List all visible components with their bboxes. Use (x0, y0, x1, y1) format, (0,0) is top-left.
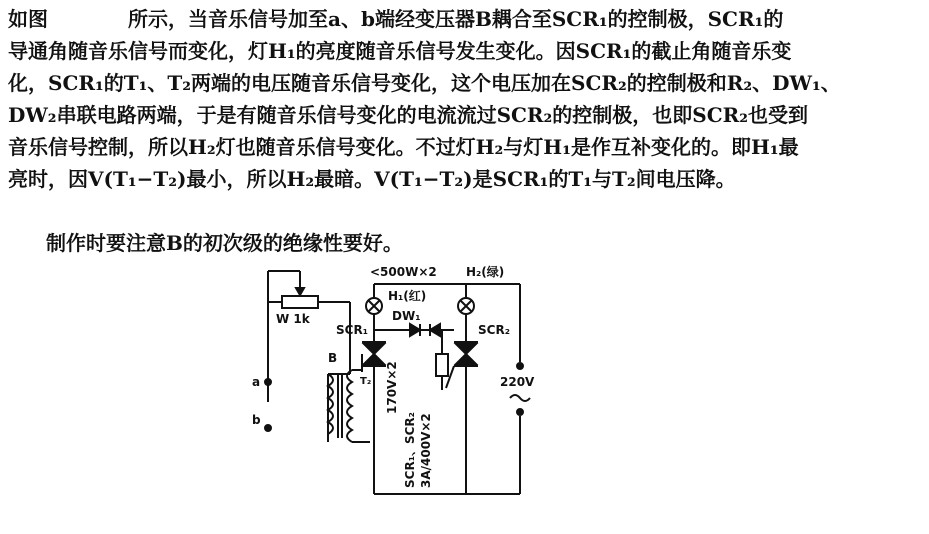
text-line-5: 音乐信号控制，所以H₂灯也随音乐信号变化。不过灯H₂与灯H₁是作互补变化的。即H₁最 (8, 135, 799, 159)
scr-spec-label-2: 3A/400V×2 (419, 413, 433, 488)
text-line-1: 如图 所示，当音乐信号加至a、b端经变压器B耦合至SCR₁的控制极，SCR₁的 (8, 7, 784, 31)
mains-label: 220V (500, 375, 535, 389)
text-line-4: DW₂串联电路两端，于是有随音乐信号变化的电流流过SCR₂的控制极，也即SCR₂也受到 (8, 103, 809, 127)
circuit-diagram (210, 262, 550, 532)
scr2-label: SCR₂ (478, 323, 510, 337)
scr-spec-label-1: SCR₁、SCR₂ (403, 412, 417, 488)
transformer-label: B (328, 351, 338, 365)
lamp-rating-label: <500W×2 (370, 265, 437, 279)
zener-spec-label: 170V×2 (385, 361, 399, 414)
w1-label: W 1k (276, 312, 310, 326)
mains-terminal-bottom (517, 409, 523, 415)
mains-terminal-top (517, 363, 523, 369)
wiper-arrow-icon (296, 288, 304, 295)
terminal-b (265, 425, 271, 431)
dw1-label: DW₁ (392, 309, 421, 323)
triac-scr1 (362, 334, 386, 494)
zener-dw2-icon (430, 324, 440, 336)
ac-symbol-icon (510, 395, 530, 401)
text-line-3: 化，SCR₁的T₁、T₂两端的电压随音乐信号变化，这个电压加在SCR₂的控制极和R₂、DW₁、 (8, 71, 841, 95)
t2-label: T₂ (360, 376, 372, 387)
h2-label: H₂(绿) (466, 265, 505, 279)
resistor-r2 (436, 354, 448, 376)
h1-label: H₁(红) (388, 289, 427, 303)
triac-scr2 (446, 334, 478, 494)
potentiometer-w1 (282, 296, 318, 308)
terminal-a (265, 379, 271, 385)
scr1-label: SCR₁ (336, 323, 368, 337)
terminal-a-label: a (252, 375, 261, 389)
text-line-2: 导通角随音乐信号而变化，灯H₁的亮度随音乐信号发生变化。因SCR₁的截止角随音乐变 (8, 39, 792, 63)
text-line-7: 制作时要注意B的初次级的绝缘性要好。 (46, 231, 403, 255)
terminal-b-label: b (252, 413, 261, 427)
zener-dw1-icon (410, 324, 420, 336)
text-line-6: 亮时，因V(T₁−T₂)最小，所以H₂最暗。V(T₁−T₂)是SCR₁的T₁与T₂间电压降。 (8, 167, 736, 191)
